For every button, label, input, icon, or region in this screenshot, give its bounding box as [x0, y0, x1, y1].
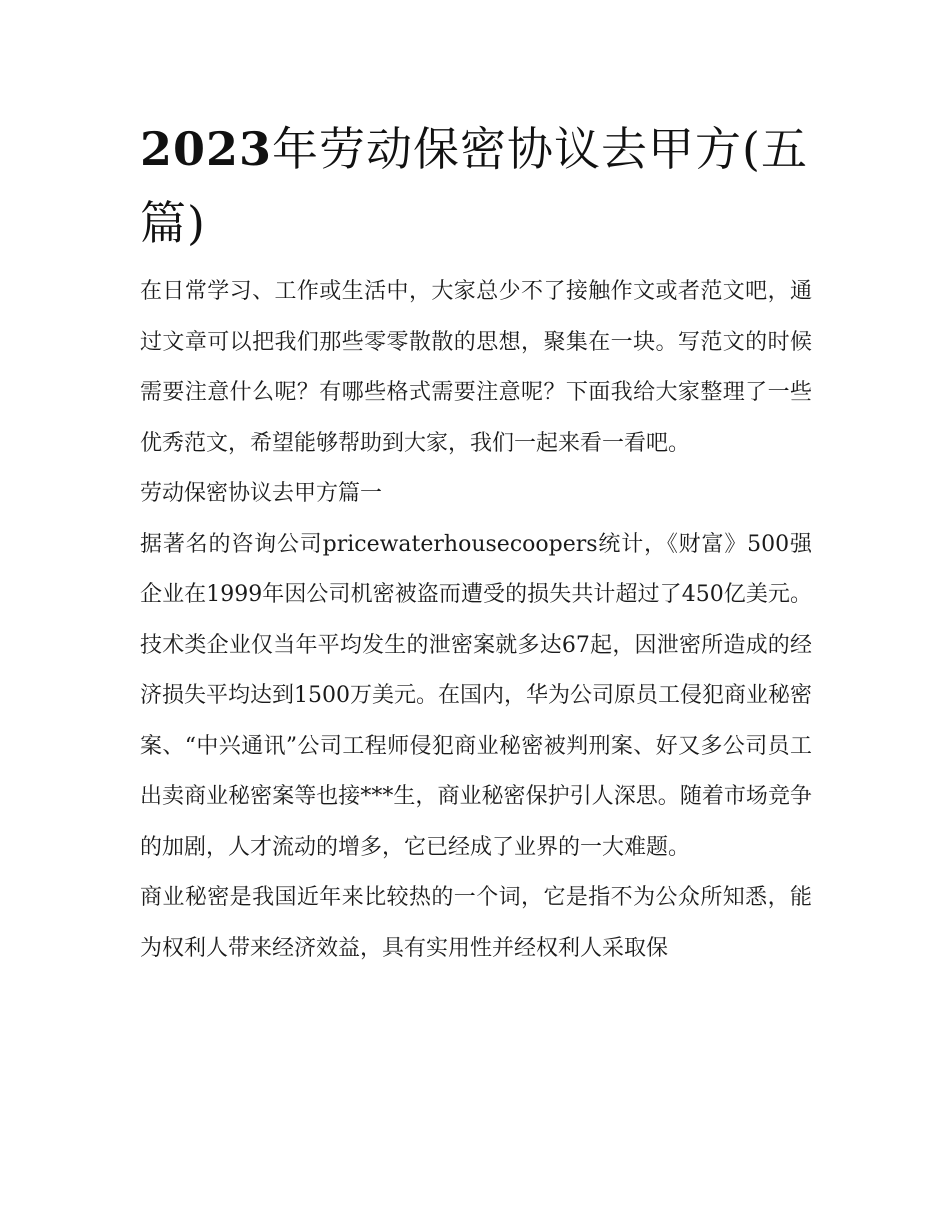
- body-paragraph: 据著名的咨询公司pricewaterhousecoopers统计，《财富》500强企业在1999年因公司机密被盗而遭受的损失共计超过了450亿美元。技术类企业仅当年平均发生的泄密案就多达67起，因泄密所造成的经济损失平均达到1500万美元。在国内，华为公司原员工侵犯商业秘密案、“中兴通讯”公司工程师侵犯商业秘密被判刑案、好又多公司员工出卖商业秘密案等也接***生，商业秘密保护引人深思。随着市场竞争的加剧，人才流动的增多，它已经成了业界的一大难题。: [140, 531, 812, 860]
- document-body: [140, 112, 812, 974]
- title-year: 2023: [140, 122, 273, 176]
- body-paragraph: 商业秘密是我国近年来比较热的一个词，它是指不为公众所知悉，能为权利人带来经济效益，具有实用性并经权利人采取保: [140, 885, 812, 961]
- document-title: [140, 112, 812, 260]
- section-heading: 劳动保密协议去甲方篇一: [140, 481, 383, 506]
- title-text: 年劳动保密协议去甲方(五篇): [140, 122, 808, 250]
- intro-paragraph: 在日常学习、工作或生活中，大家总少不了接触作文或者范文吧，通过文章可以把我们那些零零散散的思想，聚集在一块。写范文的时候需要注意什么呢？有哪些格式需要注意呢？下面我给大家整理了一些优秀范文，希望能够帮助到大家，我们一起来看一看吧。: [140, 279, 812, 456]
